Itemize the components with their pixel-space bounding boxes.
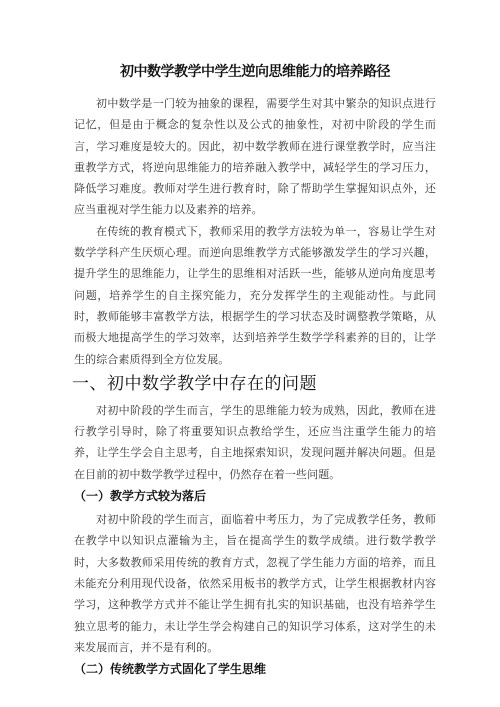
subsection-paragraph-outdated-methods: 对初中阶段的学生而言，面临着中考压力，为了完成教学任务，教师在教学中以知识点灌输为主，旨在提高学生的数学成绩。进行数学教学时，大多数教师采用传统的教育方式，忽视了学生能力方面的培养，而且未能充分利用现代设备，依然采用板书的教学方式，让学生根据教材内容学习，这种教学方式并不能让学生拥有扎实的知识基础，也没有培养学生独立思考的能力，未让学生学会构建自己的知识学习体系，这对学生的未来发展而言，并不是有利的。 — [74, 513, 436, 654]
section-intro-paragraph: 对初中阶段的学生而言，学生的思维能力较为成熟，因此，教师在进行教学引导时，除了将重要知识点教给学生，还应当注重学生能力的培养，让学生学会自主思考，自主地探索知识，发现问题并解决问题。但是在目前的初中数学教学过程中，仍然存在着一些问题。 — [74, 403, 436, 481]
subsection-heading-rigid-thinking: （二）传统教学方式固化了学生思维 — [74, 662, 267, 677]
document-title: 初中数学教学中学生逆向思维能力的培养路径 — [120, 64, 390, 80]
intro-paragraph-1: 初中数学是一门较为抽象的课程，需要学生对其中繁杂的知识点进行记忆，但是由于概念的复杂性以及公式的抽象性，对初中阶段的学生而言，学习难度是较大的。因此，初中数学教师在进行课堂教学时，应当注重教学方式，将逆向思维能力的培养融入教学中，减轻学生的学习压力，降低学习难度。教师对学生进行教育时，除了帮助学生掌握知识点外，还应当重视对学生能力以及素养的培养。 — [74, 97, 436, 217]
subsection-heading-outdated-methods: （一）教学方式较为落后 — [74, 489, 207, 504]
intro-paragraph-2: 在传统的教育模式下，教师采用的教学方法较为单一，容易让学生对数学学科产生厌烦心理。而逆向思维教学方式能够激发学生的学习兴趣，提升学生的思维能力，让学生的思维相对活跃一些，能够从逆向角度思考问题，培养学生的自主探究能力，充分发挥学生的主观能动性。与此同时，教师能够丰富教学方法，根据学生的学习状态及时调整教学策略，从而极大地提高学生的学习效率，达到培养学生数学学科素养的目的，让学生的综合素质得到全方位发展。 — [74, 224, 436, 366]
section-heading-problems: 一、初中数学教学中存在的问题 — [72, 373, 317, 394]
